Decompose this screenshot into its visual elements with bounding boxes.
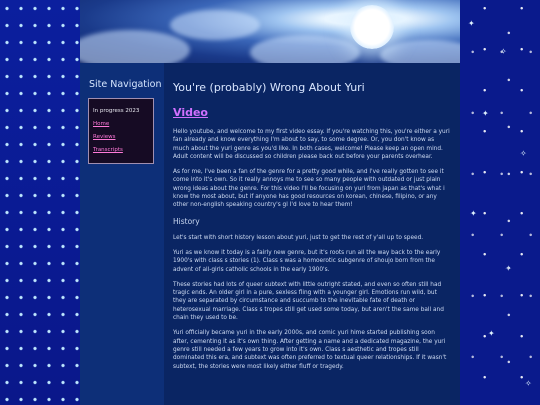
sidebar [80, 63, 164, 405]
moon-graphic [350, 5, 394, 49]
sidebar-heading: Site Navigation [89, 79, 162, 90]
history-paragraph: Yuri officially became yuri in the early 2000s, and comic yuri hime started publishing soon after, cementing it as it's own thing. After getting a name and a dedicated magazine, the yuri genre still needed a few years to grow into it's own. Class s aesthetic and tropes still dominated this era, and subtext was often preferred to textual queer relationships. If it wasn't subtext, the stories were most likely either fluff or tragedy. [173, 330, 447, 370]
nav-link-transcripts[interactable]: Transcripts [93, 147, 123, 153]
main-frame [80, 0, 460, 405]
nav-link-reviews[interactable]: Reviews [93, 134, 116, 140]
history-paragraph: Let's start with short history lesson about yuri, just to get the rest of y'all up to speed. [173, 234, 424, 241]
intro-paragraph: As for me, I've been a fan of the genre for a pretty good while, and I've really gotten to see it come into it's own. So it really annoys me to see so many people with outdated or just plain wrong ideas about the genre. For this video I'll be focusing on yuri from japan as that's what i know the most about, but if anyone has good resources on korean, chinese, filipino, or any other non-english speaking country's gl I'd love to hear them! [173, 169, 445, 209]
nav-link-home[interactable]: Home [93, 121, 110, 127]
nav-box [88, 98, 154, 164]
history-heading: History [173, 216, 200, 226]
history-paragraph: Yuri as we know it today is a fairly new genre, but it's roots run all the way back to the early 1900's with class s stories (1). Class s was a homoerotic subgenre of shoujo born from the advent of all-girls catholic schools in the early 1900's. [173, 249, 441, 273]
video-link[interactable]: Video [173, 106, 208, 119]
main-content [164, 63, 460, 405]
header-banner-image [80, 0, 460, 63]
page-title: You're (probably) Wrong About Yuri [173, 81, 365, 94]
history-paragraph: These stories had lots of queer subtext with little outright stated, and even so often still had tragic ends. An older girl in a pure, sexless fling with a younger girl. Emotions run wild, but they are separated by circumstance and succumb to the inevitable fate of death or heterosexual marriage. Class s tropes still get used some today, but aren't the same ball and chain they used to be. [173, 281, 444, 322]
nav-status-text: In progress 2023 [93, 108, 140, 114]
intro-paragraph: Hello youtube, and welcome to my first video essay. If you're watching this, you're either a yuri fan already and know everything I'm about to say, to some degree. Or, you don't know as much about the yuri genre as you'd like. In both cases, welcome! Please keep an open mind. Adult content will be discussed so children please back out before your parents overhear. [173, 129, 450, 160]
sparkle-background-strip [0, 0, 80, 405]
